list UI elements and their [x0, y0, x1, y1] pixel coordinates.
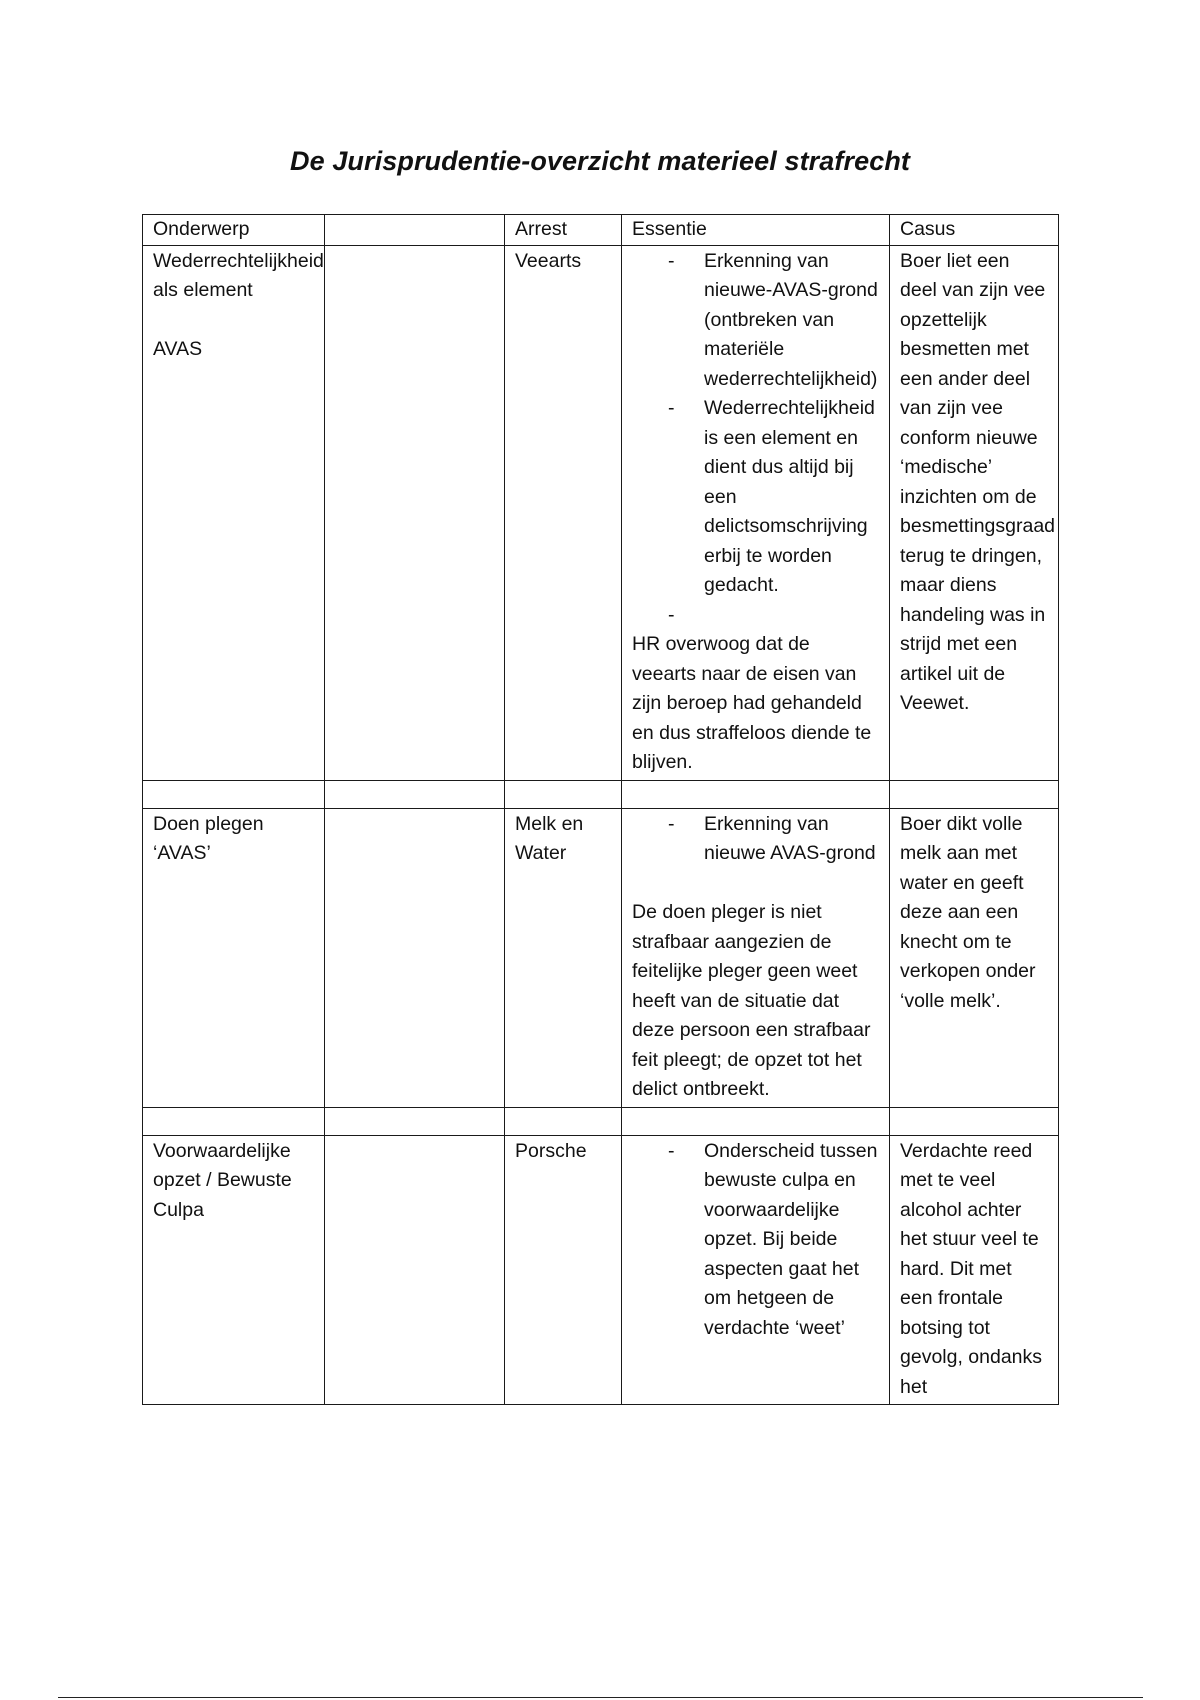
- header-arrest: Arrest: [505, 215, 622, 246]
- essentie-note: De doen pleger is niet strafbaar aangezien de feitelijke pleger geen weet heeft van de situatie dat deze persoon een strafbaar feit pleegt; de opzet tot het delict ontbreekt.: [632, 901, 871, 1100]
- cell-arrest: Melk en Water: [505, 808, 622, 1107]
- cell-arrest: Porsche: [505, 1135, 622, 1405]
- essentie-point: - Erkenning van nieuwe-AVAS-grond (ontbreken van materiële wederrechtelijkheid): [632, 247, 879, 395]
- cell-casus: Verdachte reed met te veel alcohol achter het stuur veel te hard. Dit met een frontale botsing tot gevolg, ondanks het: [890, 1135, 1059, 1405]
- cell-onderwerp: Voorwaardelijke opzet / Bewuste Culpa: [143, 1135, 325, 1405]
- table-row: [143, 808, 1059, 1107]
- spacer-row: [143, 780, 1059, 808]
- essentie-point: - Erkenning van nieuwe AVAS-grond: [632, 810, 879, 869]
- cell-onderwerp: [143, 245, 325, 780]
- footer-divider: [58, 1697, 1143, 1698]
- jurisprudence-table: [142, 214, 1059, 1405]
- document-title: De Jurisprudentie-overzicht materieel strafrecht: [290, 146, 910, 176]
- onderwerp-text: Doen plegen: [153, 812, 264, 835]
- cell-essentie: [622, 1135, 890, 1405]
- essentie-point: - Onderscheid tussen bewuste culpa en voorwaardelijke opzet. Bij beide aspecten gaat het om hetgeen de verdachte ‘weet’: [632, 1137, 879, 1344]
- header-blank: [325, 215, 505, 246]
- cell-arrest: Veearts: [505, 245, 622, 780]
- header-onderwerp: Onderwerp: [143, 215, 325, 246]
- cell-casus: Boer dikt volle melk aan met water en geeft deze aan een knecht om te verkopen onder ‘volle melk’.: [890, 808, 1059, 1107]
- onderwerp-extra: ‘AVAS’: [153, 842, 211, 864]
- cell-casus: Boer liet een deel van zijn vee opzettelijk besmetten met een ander deel van zijn vee conform nieuwe ‘medische’ inzichten om de besmettingsgraad terug te dringen, maar diens handeling was in strijd met een artikel uit de Veewet.: [890, 245, 1059, 780]
- cell-blank: [325, 245, 505, 780]
- cell-onderwerp: [143, 808, 325, 1107]
- header-essentie: Essentie: [622, 215, 890, 246]
- cell-blank: [325, 1135, 505, 1405]
- essentie-note: HR overwoog dat de veearts naar de eisen van zijn beroep had gehandeld en dus straffeloos diende te blijven.: [632, 633, 872, 773]
- essentie-list: [632, 810, 879, 869]
- essentie-list: [632, 247, 879, 631]
- header-casus: Casus: [890, 215, 1059, 246]
- essentie-point: - Wederrechtelijkheid is een element en dient dus altijd bij een delictsomschrijving erbij te worden gedacht.: [632, 394, 879, 601]
- cell-blank: [325, 808, 505, 1107]
- spacer-row: [143, 1107, 1059, 1135]
- onderwerp-text: Wederrechtelijkheid als element: [153, 249, 324, 301]
- essentie-point: [632, 601, 879, 631]
- essentie-list: [632, 1137, 879, 1344]
- table-row: [143, 1135, 1059, 1405]
- table-row: [143, 245, 1059, 780]
- cell-essentie: [622, 808, 890, 1107]
- cell-essentie: [622, 245, 890, 780]
- table-header-row: [143, 215, 1059, 246]
- onderwerp-extra: AVAS: [153, 338, 203, 360]
